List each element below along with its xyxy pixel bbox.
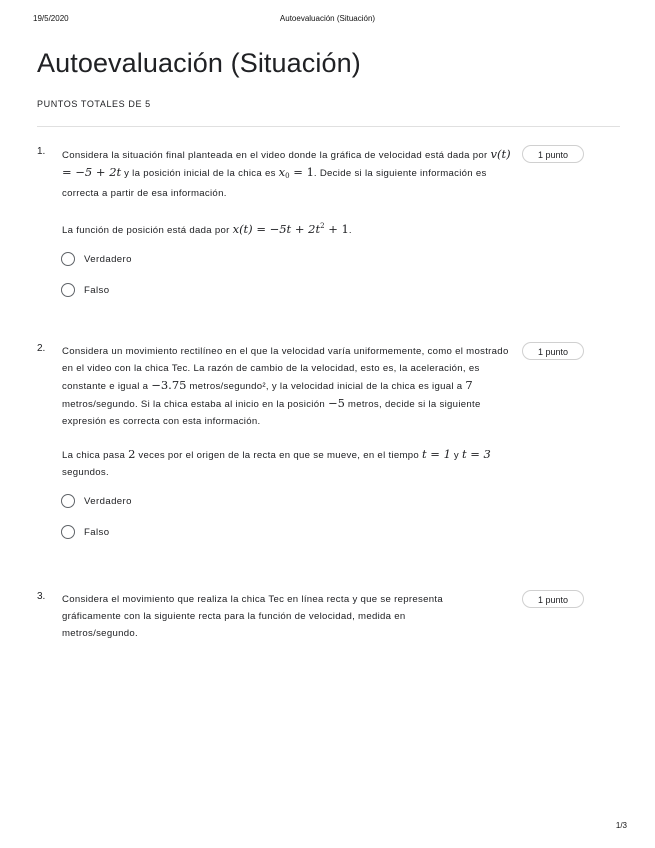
answer-options bbox=[62, 252, 520, 301]
print-doc-title: Autoevaluación (Situación) bbox=[279, 14, 376, 23]
option-label: Verdadero bbox=[84, 496, 132, 507]
option-falso[interactable] bbox=[62, 525, 520, 543]
form-title: Autoevaluación (Situación) bbox=[37, 48, 361, 78]
total-points: PUNTOS TOTALES DE 5 bbox=[37, 99, 151, 109]
question-statement: La chica pasa 2 veces por el origen de la recta en que se mueve, en el tiempo t = 1 y t = 3 segundos. bbox=[62, 447, 491, 478]
question-body bbox=[62, 146, 520, 314]
question-number: 3. bbox=[37, 591, 46, 602]
print-header bbox=[0, 14, 655, 28]
radio-button[interactable] bbox=[61, 252, 75, 266]
question-number: 1. bbox=[37, 146, 46, 157]
page-number: 1/3 bbox=[615, 821, 627, 830]
option-verdadero[interactable] bbox=[62, 494, 520, 512]
radio-button[interactable] bbox=[61, 494, 75, 508]
question-text: Considera un movimiento rectilíneo en el que la velocidad varía uniformemente, como el mostrado en el video con la chica Tec. La razón de cambio de la velocidad, esto es, la aceleración, es constante e igual a −3.75 metros/segundo², y la velocidad inicial de la chica es igual a 7 metros/segundo. Si la chica estaba al inicio en la posición −5 metros, decide si la siguiente expresión es correcta con esta información. bbox=[62, 346, 509, 427]
question-statement: La función de posición está dada por $x(t) = -5t + 2t^2 + 1$. bbox=[62, 222, 352, 236]
option-falso[interactable] bbox=[62, 283, 520, 301]
points-badge: 1 punto bbox=[522, 590, 584, 608]
radio-button[interactable] bbox=[61, 283, 75, 297]
option-label: Falso bbox=[84, 527, 110, 538]
question-number: 2. bbox=[37, 343, 46, 354]
option-label: Falso bbox=[84, 285, 110, 296]
points-badge: 1 punto bbox=[522, 145, 584, 163]
question-body bbox=[62, 343, 520, 556]
question-text: Considera el movimiento que realiza la chica Tec en línea recta y que se representa gráficamente con la siguiente recta para la función de velocidad, medida en metros/segundo. bbox=[62, 594, 443, 639]
answer-options bbox=[62, 494, 520, 543]
question-body bbox=[62, 591, 482, 642]
print-date: 19/5/2020 bbox=[33, 14, 69, 23]
option-verdadero[interactable] bbox=[62, 252, 520, 270]
option-label: Verdadero bbox=[84, 254, 132, 265]
radio-button[interactable] bbox=[61, 525, 75, 539]
points-badge: 1 punto bbox=[522, 342, 584, 360]
question-text: Considera la situación final planteada en el video donde la gráfica de velocidad está dada por v(t) = −5 + 2t y la posición inicial de la chica es $x_0 = 1$. Decide si la siguiente información es correcta a partir de esa información. bbox=[62, 147, 511, 199]
divider bbox=[37, 126, 620, 127]
